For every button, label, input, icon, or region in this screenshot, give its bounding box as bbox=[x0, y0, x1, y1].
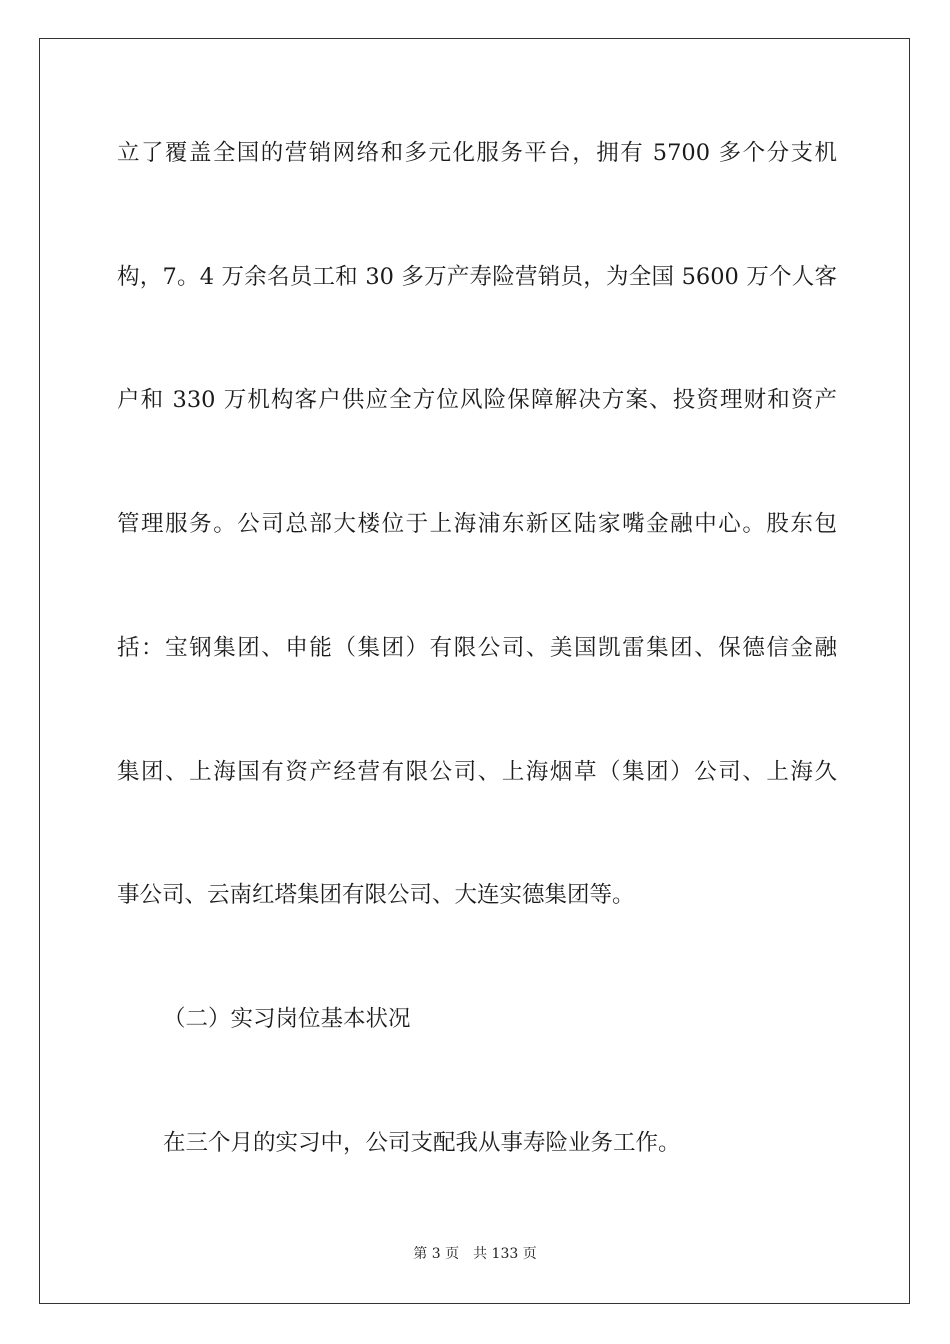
page-total: 共 133 页 bbox=[473, 1246, 537, 1262]
page-number: 第 3 页 bbox=[413, 1246, 460, 1262]
text-line-7: 事公司、云南红塔集团有限公司、大连实德集团等。 bbox=[117, 882, 635, 908]
page-footer bbox=[0, 1244, 950, 1264]
text-line-4: 管理服务。公司总部大楼位于上海浦东新区陆家嘴金融中心。股东包 bbox=[117, 511, 837, 537]
text-line-6: 集团、上海国有资产经营有限公司、上海烟草（集团）公司、上海久 bbox=[117, 759, 837, 785]
paragraph-text: 在三个月的实习中，公司支配我从事寿险业务工作。 bbox=[163, 1130, 681, 1156]
text-line-1: 立了覆盖全国的营销网络和多元化服务平台，拥有 5700 多个分支机 bbox=[117, 140, 837, 166]
page-border bbox=[39, 38, 910, 1304]
text-line-3: 户和 330 万机构客户供应全方位风险保障解决方案、投资理财和资产 bbox=[117, 387, 837, 413]
text-line-2: 构，7。4 万余名员工和 30 多万产寿险营销员，为全国 5600 万个人客 bbox=[117, 264, 837, 290]
section-heading: （二）实习岗位基本状况 bbox=[163, 1006, 411, 1032]
text-line-5: 括：宝钢集团、申能（集团）有限公司、美国凯雷集团、保德信金融 bbox=[117, 635, 837, 661]
